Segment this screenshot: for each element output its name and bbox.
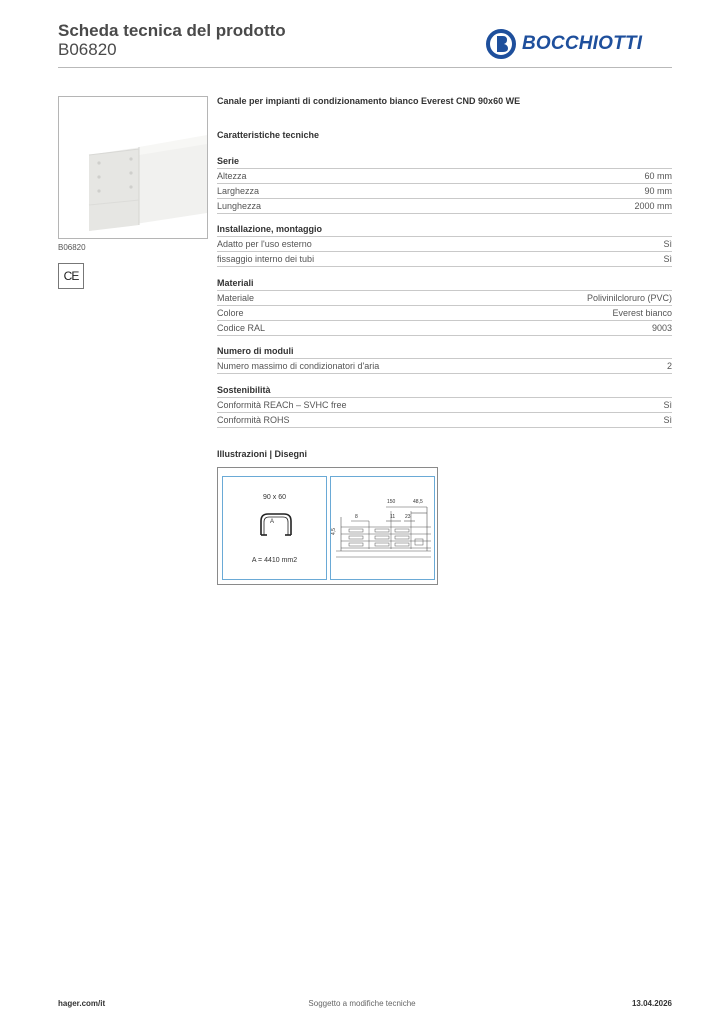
- dim-11-label: 11: [390, 514, 396, 520]
- spec-row: [217, 397, 672, 412]
- spec-label: Numero massimo di condizionatori d'aria: [217, 361, 380, 371]
- spec-value: Sì: [663, 415, 672, 425]
- spec-row: [217, 290, 672, 305]
- spec-row: [217, 183, 672, 198]
- dim-23-label: 23: [405, 514, 411, 520]
- specs-heading: Caratteristiche tecniche: [217, 130, 320, 140]
- spec-row: [217, 168, 672, 183]
- spec-label: fissaggio interno dei tubi: [217, 254, 315, 264]
- spec-value: 60 mm: [644, 171, 672, 181]
- spec-group-title: Numero di moduli: [217, 346, 294, 356]
- cross-section-drawing: [222, 476, 327, 580]
- header-divider: [58, 67, 672, 68]
- spec-value: 90 mm: [644, 186, 672, 196]
- spec-label: Conformità ROHS: [217, 415, 290, 425]
- footer-notice: Soggetto a modifiche tecniche: [308, 999, 416, 1008]
- spec-group-sostenibilita: [217, 384, 672, 428]
- spec-label: Colore: [217, 308, 244, 318]
- spec-row: [217, 358, 672, 374]
- spec-group-title: Sostenibilità: [217, 385, 271, 395]
- spec-group-installazione: [217, 223, 672, 267]
- spec-value: Sì: [663, 400, 672, 410]
- brand-logo: [486, 28, 666, 60]
- spec-row: [217, 320, 672, 336]
- photo-caption: B06820: [58, 243, 86, 252]
- spec-row: [217, 236, 672, 251]
- illustrations-frame: [217, 467, 438, 585]
- product-photo: [58, 96, 208, 239]
- dim-48-5-label: 48,5: [413, 499, 423, 505]
- spec-label: Altezza: [217, 171, 247, 181]
- spec-value: 2000 mm: [634, 201, 672, 211]
- section-size-label: 90 x 60: [263, 494, 286, 501]
- spec-label: Larghezza: [217, 186, 260, 196]
- page-title: Scheda tecnica del prodotto: [58, 21, 286, 40]
- spec-row: [217, 198, 672, 214]
- spec-row: [217, 305, 672, 320]
- brand-logo-mark-icon: [486, 28, 518, 60]
- technical-drawing: [330, 476, 435, 580]
- footer-date: 13.04.2026: [631, 999, 672, 1008]
- spec-label: Codice RAL: [217, 323, 266, 333]
- spec-row: [217, 412, 672, 428]
- spec-value: Everest bianco: [612, 308, 672, 318]
- spec-value: Polivinilcloruro (PVC): [586, 293, 672, 303]
- dim-150-label: 150: [387, 499, 396, 505]
- spec-value: Sì: [663, 254, 672, 264]
- product-code: B06820: [58, 40, 117, 59]
- spec-label: Adatto per l'uso esterno: [217, 239, 312, 249]
- spec-value: 2: [666, 361, 672, 371]
- section-area-label: A = 4410 mm2: [251, 557, 298, 564]
- spec-row: [217, 251, 672, 267]
- brand-name: BOCCHIOTTI: [522, 33, 643, 54]
- profile-outline-icon: [258, 511, 294, 537]
- spec-label: Conformità REACh – SVHC free: [217, 400, 347, 410]
- spec-group-serie: [217, 155, 672, 214]
- product-description: Canale per impianti di condizionamento bianco Everest CND 90x60 WE: [217, 96, 521, 106]
- dim-4-5-label: 4,5: [331, 528, 337, 535]
- spec-label: Lunghezza: [217, 201, 262, 211]
- spec-group-title: Materiali: [217, 278, 254, 288]
- spec-value: 9003: [651, 323, 672, 333]
- spec-group-title: Installazione, montaggio: [217, 224, 323, 234]
- spec-group-materiali: [217, 277, 672, 336]
- spec-group-title: Serie: [217, 156, 240, 166]
- section-letter: A: [270, 519, 275, 525]
- dim-8-label: 8: [355, 514, 358, 520]
- footer-website: hager.com/it: [58, 999, 106, 1008]
- spec-value: Sì: [663, 239, 672, 249]
- ce-mark: CE: [58, 263, 84, 289]
- illustrations-heading: Illustrazioni | Disegni: [217, 449, 308, 459]
- spec-label: Materiale: [217, 293, 255, 303]
- spec-group-moduli: [217, 345, 672, 374]
